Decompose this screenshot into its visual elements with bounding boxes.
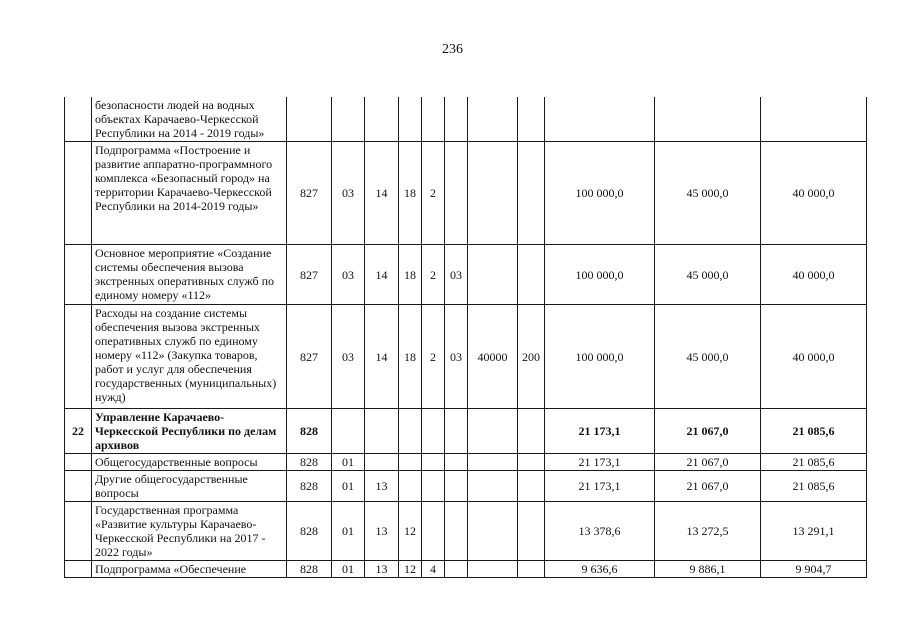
amount-year-2-cell: 21 067,0 [655,471,761,502]
program-code-cell: 18 [399,245,422,305]
item-name-cell: Управление Карачаево-Черкесской Республики по делам архивов [92,409,287,454]
direction-code-cell [468,471,518,502]
direction-code-cell [468,409,518,454]
amount-year-2-cell: 45 000,0 [655,142,761,245]
amount-year-1-cell: 13 378,6 [545,502,655,561]
row-number-cell [65,471,92,502]
rz-code-cell: 01 [332,502,365,561]
vr-code-cell [518,454,545,471]
event-code-cell [445,561,468,578]
amount-year-3-cell: 13 291,1 [761,502,867,561]
amount-year-3-cell: 21 085,6 [761,409,867,454]
pr-code-cell: 13 [365,502,399,561]
subprogram-code-cell: 2 [422,142,445,245]
program-code-cell [399,471,422,502]
amount-year-2-cell: 21 067,0 [655,409,761,454]
gr-code-cell: 827 [287,305,332,409]
row-number-cell [65,561,92,578]
item-name-cell: Подпрограмма «Построение и развитие аппаратно-программного комплекса «Безопасный город» на территории Карачаево-Черкесской Республики на 2014-2019 годы» [92,142,287,245]
row-number-cell [65,502,92,561]
amount-year-3-cell: 9 904,7 [761,561,867,578]
pr-code-cell: 13 [365,561,399,578]
amount-year-2-cell: 21 067,0 [655,454,761,471]
row-number-cell [65,305,92,409]
pr-code-cell [365,454,399,471]
gr-code-cell: 828 [287,409,332,454]
pr-code-cell: 14 [365,305,399,409]
amount-year-3-cell: 40 000,0 [761,245,867,305]
event-code-cell: 03 [445,245,468,305]
direction-code-cell [468,561,518,578]
program-code-cell: 12 [399,561,422,578]
program-code-cell: 18 [399,142,422,245]
event-code-cell: 03 [445,305,468,409]
amount-year-2-cell: 45 000,0 [655,305,761,409]
amount-year-1-cell: 9 636,6 [545,561,655,578]
direction-code-cell: 40000 [468,305,518,409]
amount-year-1-cell: 21 173,1 [545,409,655,454]
event-code-cell [445,502,468,561]
subprogram-code-cell [422,409,445,454]
vr-code-cell [518,142,545,245]
event-code-cell [445,471,468,502]
rz-code-cell: 03 [332,305,365,409]
direction-code-cell [468,502,518,561]
rz-code-cell: 03 [332,142,365,245]
amount-year-3-cell: 21 085,6 [761,454,867,471]
item-name-cell: Расходы на создание системы обеспечения вызова экстренных оперативных служб по единому номеру «112» (Закупка товаров, работ и услуг для обеспечения государственных (муниципальных) нужд) [92,305,287,409]
vr-code-cell [518,561,545,578]
direction-code-cell [468,142,518,245]
event-code-cell [445,97,468,142]
page-number: 236 [442,42,463,57]
pr-code-cell: 13 [365,471,399,502]
amount-year-1-cell: 100 000,0 [545,142,655,245]
table-row [65,454,867,471]
pr-code-cell [365,97,399,142]
item-name-cell: Государственная программа «Развитие культуры Карачаево-Черкесской Республики на 2017 - 2022 годы» [92,502,287,561]
row-number-cell [65,245,92,305]
gr-code-cell: 828 [287,454,332,471]
amount-year-1-cell: 21 173,1 [545,471,655,502]
item-name-cell: Подпрограмма «Обеспечение [92,561,287,578]
rz-code-cell [332,97,365,142]
row-number-cell [65,454,92,471]
rz-code-cell: 01 [332,561,365,578]
amount-year-1-cell: 100 000,0 [545,305,655,409]
program-code-cell [399,409,422,454]
pr-code-cell: 14 [365,245,399,305]
vr-code-cell [518,97,545,142]
gr-code-cell [287,97,332,142]
amount-year-3-cell: 40 000,0 [761,305,867,409]
amount-year-3-cell [761,97,867,142]
vr-code-cell: 200 [518,305,545,409]
budget-table [64,97,867,578]
direction-code-cell [468,454,518,471]
subprogram-code-cell: 4 [422,561,445,578]
item-name-cell: безопасности людей на водных объектах Карачаево-Черкесской Республики на 2014 - 2019 годы» [92,97,287,142]
budget-table-body [65,97,867,578]
rz-code-cell [332,409,365,454]
subprogram-code-cell: 2 [422,305,445,409]
event-code-cell [445,142,468,245]
event-code-cell [445,454,468,471]
pr-code-cell: 14 [365,142,399,245]
rz-code-cell: 03 [332,245,365,305]
subprogram-code-cell [422,97,445,142]
direction-code-cell [468,245,518,305]
event-code-cell [445,409,468,454]
table-row [65,245,867,305]
subprogram-code-cell [422,471,445,502]
amount-year-1-cell [545,97,655,142]
gr-code-cell: 827 [287,142,332,245]
subprogram-code-cell [422,502,445,561]
table-row [65,305,867,409]
amount-year-3-cell: 21 085,6 [761,471,867,502]
item-name-cell: Основное мероприятие «Создание системы обеспечения вызова экстренных оперативных служб по единому номеру «112» [92,245,287,305]
program-code-cell: 18 [399,305,422,409]
vr-code-cell [518,409,545,454]
amount-year-2-cell: 45 000,0 [655,245,761,305]
table-row [65,409,867,454]
rz-code-cell: 01 [332,454,365,471]
gr-code-cell: 827 [287,245,332,305]
subprogram-code-cell: 2 [422,245,445,305]
amount-year-2-cell: 9 886,1 [655,561,761,578]
subprogram-code-cell [422,454,445,471]
table-row [65,97,867,142]
amount-year-3-cell: 40 000,0 [761,142,867,245]
row-number-cell [65,142,92,245]
gr-code-cell: 828 [287,471,332,502]
row-number-cell: 22 [65,409,92,454]
pr-code-cell [365,409,399,454]
table-row [65,142,867,245]
row-number-cell [65,97,92,142]
item-name-cell: Общегосударственные вопросы [92,454,287,471]
table-row [65,471,867,502]
amount-year-2-cell [655,97,761,142]
gr-code-cell: 828 [287,502,332,561]
amount-year-2-cell: 13 272,5 [655,502,761,561]
direction-code-cell [468,97,518,142]
table-row [65,502,867,561]
program-code-cell [399,454,422,471]
amount-year-1-cell: 21 173,1 [545,454,655,471]
vr-code-cell [518,245,545,305]
table-row [65,561,867,578]
vr-code-cell [518,502,545,561]
rz-code-cell: 01 [332,471,365,502]
item-name-cell: Другие общегосударственные вопросы [92,471,287,502]
vr-code-cell [518,471,545,502]
program-code-cell: 12 [399,502,422,561]
program-code-cell [399,97,422,142]
gr-code-cell: 828 [287,561,332,578]
amount-year-1-cell: 100 000,0 [545,245,655,305]
